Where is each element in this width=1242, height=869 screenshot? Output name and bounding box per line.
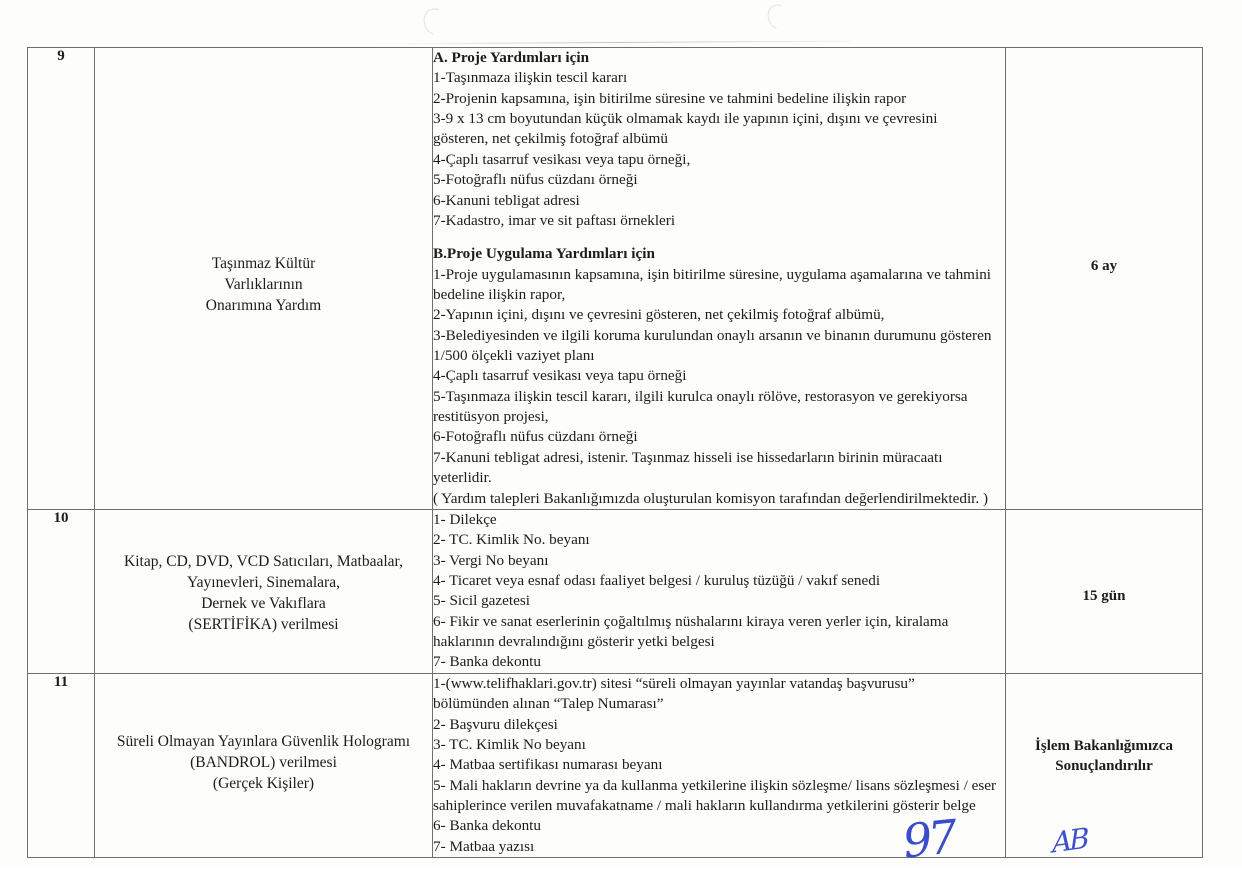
document-item-cont: restitüsyon projesi,: [433, 408, 549, 426]
document-item-cont: haklarının devralındığını gösterir yetki belgesi: [433, 633, 715, 651]
document-item: 5-Fotoğraflı nüfus cüzdanı örneği: [433, 171, 638, 189]
document-item: 6-Kanuni tebligat adresi: [433, 191, 580, 209]
document-item-cont: yeterlidir.: [433, 469, 492, 487]
document-item-cont: bedeline ilişkin rapor,: [433, 285, 566, 303]
row-number-cell: 9: [28, 48, 95, 510]
document-item-cont: bölümünden alınan “Talep Numarası”: [433, 695, 664, 713]
scan-artifact-icon: [764, 1, 795, 34]
duration-cell: [1006, 673, 1203, 860]
service-name-line: (BANDROL) verilmesi: [190, 753, 337, 771]
service-name-line: Kitap, CD, DVD, VCD Satıcıları, Matbaalar,: [124, 552, 403, 570]
document-item: 3-9 x 13 cm boyutundan küçük olmamak kaydı ile yapının içini, dışını ve çevresini: [433, 110, 938, 128]
document-item: 2- TC. Kimlik No. beyanı: [433, 531, 590, 549]
document-item: 1-Taşınmaza ilişkin tescil kararı: [433, 69, 628, 87]
services-table: [27, 47, 1203, 858]
service-name-cell: [95, 509, 433, 673]
service-name-line: Onarımına Yardım: [205, 296, 322, 314]
document-item: 3- TC. Kimlik No beyanı: [433, 735, 586, 753]
duration-line: 6 ay: [1090, 258, 1118, 274]
table-row: [28, 48, 1203, 510]
duration-line: 15 gün: [1082, 587, 1126, 604]
document-item: 6- Fikir ve sanat eserlerinin çoğaltılmış nüshalarını kiraya veren yerler için, kiralama: [433, 612, 949, 630]
document-item: 3- Vergi No beyanı: [433, 551, 549, 569]
document-item: 7-Kadastro, imar ve sit paftası örnekleri: [433, 211, 676, 229]
required-documents-cell: [433, 673, 1006, 857]
service-name-line: (SERTİFİKA) verilmesi: [188, 615, 339, 633]
duration-cell: [1006, 509, 1203, 673]
document-item: 1-(www.telifhaklari.gov.tr) sitesi “süreli olmayan yayınlar vatandaş başvurusu”: [433, 674, 915, 692]
service-name-line: Dernek ve Vakıflara: [201, 594, 326, 612]
document-item: 5- Sicil gazetesi: [433, 592, 530, 610]
document-item-cont: 1/500 ölçekli vaziyet planı: [433, 347, 595, 365]
handwritten-signature: AB: [1051, 821, 1088, 860]
row-number-cell: 11: [28, 673, 95, 857]
document-item: 5-Taşınmaza ilişkin tescil kararı, ilgili kurulca onaylı rölöve, restorasyon ve gerekiyorsa: [433, 387, 968, 405]
service-name-line: Varlıklarının: [224, 275, 303, 293]
document-item: 3-Belediyesinden ve ilgili koruma kurulundan onaylı arsanın ve binanın durumunu gösteren: [433, 326, 992, 344]
document-item: 2-Projenin kapsamına, işin bitirilme süresine ve tahmini bedeline ilişkin rapor: [433, 89, 907, 107]
document-item-cont: sahiplerince verilen muvafakatname / mali hakların kullandırma yetkilerini gösterir belge: [433, 796, 976, 814]
service-name-line: Yayınevleri, Sinemalara,: [187, 573, 340, 591]
service-name-cell: [95, 673, 433, 857]
document-item: 6-Fotoğraflı nüfus cüzdanı örneği: [433, 428, 638, 446]
required-documents-cell: [433, 509, 1006, 673]
duration-line: Sonuçlandırılır: [1055, 758, 1153, 775]
service-name-line: (Gerçek Kişiler): [212, 774, 315, 792]
document-item: 2-Yapının içini, dışını ve çevresini gösteren, net çekilmiş fotoğraf albümü,: [433, 306, 885, 324]
scan-artifact-icon: [419, 4, 453, 40]
document-item: 6- Banka dekontu: [433, 817, 541, 835]
document-item-cont: gösteren, net çekilmiş fotoğraf albümü: [433, 130, 668, 148]
document-item: 7- Matbaa yazısı: [433, 837, 535, 855]
document-item: 5- Mali hakların devrine ya da kullanma yetkilerine ilişkin sözleşme/ lisans sözleşmesi / eser: [433, 776, 997, 794]
document-item: 7- Banka dekontu: [433, 653, 541, 671]
document-item: 1-Proje uygulamasının kapsamına, işin bitirilme süresine, uygulama aşamalarına ve tahmini: [433, 265, 992, 283]
sheet-edge-line: [380, 41, 850, 45]
section-a-heading: A. Proje Yardımları için: [433, 49, 590, 66]
document-item: 1- Dilekçe: [433, 510, 497, 528]
document-item: 4- Matbaa sertifikası numarası beyanı: [433, 756, 663, 774]
duration-cell: [1006, 48, 1203, 510]
documents-footnote: ( Yardım talepleri Bakanlığımızda oluşturulan komisyon tarafından değerlendirilmektedir. ): [433, 489, 989, 507]
section-b-heading: B.Proje Uygulama Yardımları için: [433, 245, 655, 263]
section-spacer: [433, 231, 1005, 244]
document-item: 4-Çaplı tasarruf vesikası veya tapu örneği: [433, 367, 687, 385]
table-row: [28, 673, 1203, 857]
required-documents-cell: [433, 48, 1006, 510]
table-body: [28, 48, 1203, 858]
service-name-line: Taşınmaz Kültür: [211, 255, 316, 272]
handwritten-page-number: 97: [900, 809, 957, 869]
service-name-line: Süreli Olmayan Yayınlara Güvenlik Hologramı: [116, 732, 411, 750]
document-item: 4-Çaplı tasarruf vesikası veya tapu örneği,: [433, 150, 691, 168]
document-item: 7-Kanuni tebligat adresi, istenir. Taşınmaz hisseli ise hissedarların birinin müracaatı: [433, 448, 943, 466]
table-row: [28, 509, 1203, 673]
service-name-cell: [95, 48, 433, 510]
row-number-cell: 10: [28, 509, 95, 673]
duration-line: İşlem Bakanlığımızca: [1035, 737, 1173, 754]
document-item: 4- Ticaret veya esnaf odası faaliyet belgesi / kuruluş tüzüğü / vakıf senedi: [433, 571, 881, 589]
document-item: 2- Başvuru dilekçesi: [433, 715, 558, 733]
